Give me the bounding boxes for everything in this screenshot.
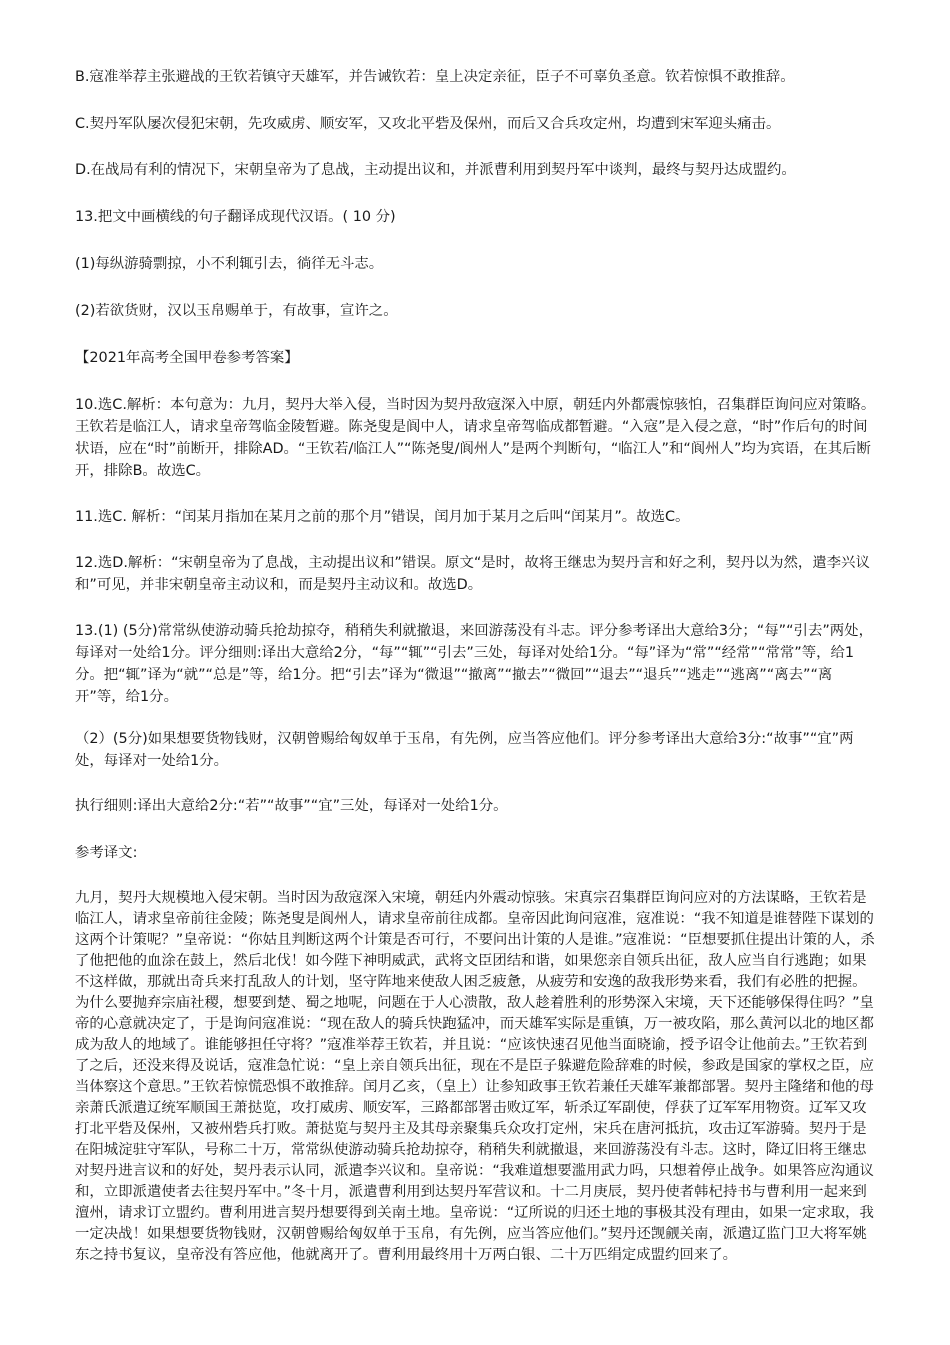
answer-10: 10.选C.解析：本句意为：九月，契丹大举入侵，当时因为契丹敌寇深入中原，朝廷内外都震惊骇怕，召集群臣询问应对策略。王钦若是临江人，请求皇帝驾临金陵暂避。陈尧叟是阆中人，请求皇帝驾临成都暂避。“入寇”是入侵之意，“时”作后句的时间状语，应在“时”前断开，排除AD。“王钦若/临江人”“陈尧叟/阆州人”是两个判断句，“临江人”和“阆州人”均为宾语，在其后断开，排除B。故选C。 [75, 397, 876, 479]
answer-13-1: 13.(1) (5分)常常纵使游动骑兵抢劫掠夺，稍稍失利就撤退，来回游荡没有斗志。评分参考译出大意给3分；“每”“引去”两处，每译对一处给1分。评分细则:译出大意给2分，“每”“辄”“引去”三处，每译对处给1分。“每”译为“常”“经常”“常常”等，给1分。把“辄”译为“就”“总是”等，给1分。把“引去”译为“微退”“撤离”“撤去”“微回”“退去”“退兵”“逃走”“逃离”“离去”“离开”等，给1分。 [75, 623, 873, 705]
answer-11: 11.选C. 解析：“闰某月指加在某月之前的那个月”错误，闰月加于某月之后叫“闰某月”。故选C。 [75, 509, 690, 525]
question-13-prompt: 13.把文中画横线的句子翻译成现代汉语。( 10 分) [75, 209, 396, 225]
question-13-sentence-1: (1)每纵游骑剽掠，小不利辄引去，徜徉无斗志。 [75, 256, 384, 272]
option-b-paragraph: B.寇准举荐主张避战的王钦若镇守天雄军，并告诫钦若：皇上决定亲征，臣子不可辜负圣意。钦若惊惧不敢推辞。 [75, 69, 795, 85]
question-13-sentence-2: (2)若欲货财，汉以玉帛赐单于，有故事，宣许之。 [75, 303, 398, 319]
answer-section-title: 【2021年高考全国甲卷参考答案】 [75, 350, 299, 366]
answer-12: 12.选D.解析：“宋朝皇帝为了息战，主动提出议和”错误。原文“是时，故将王继忠为契丹言和好之利，契丹以为然，遣李兴议和”可见，并非宋朝皇帝主动议和，而是契丹主动议和。故选D。 [75, 555, 870, 593]
answer-13-2: （2）(5分)如果想要货物钱财，汉朝曾赐给匈奴单于玉帛，有先例，应当答应他们。评分参考译出大意给3分:“故事”“宜”两处，每译对一处给1分。 [75, 731, 854, 769]
answer-13-2-detail: 执行细则:译出大意给2分:“若”“故事”“宜”三处，每译对一处给1分。 [75, 798, 508, 814]
translation-body: 九月，契丹大规模地入侵宋朝。当时因为敌寇深入宋境，朝廷内外震动惊骇。宋真宗召集群臣询问应对的方法谋略，王钦若是临江人，请求皇帝前往金陵；陈尧叟是阆州人，请求皇帝前往成都。皇帝因此询问寇准，寇准说：“我不知道是谁替陛下谋划的这两个计策呢？”皇帝说：“你姑且判断这两个计策是否可行，不要问出计策的人是谁。”寇准说：“臣想要抓住提出计策的人，杀了他把他的血涂在鼓上，然后北伐！如今陛下神明威武，武将文臣团结和谐，如果您亲自领兵出征，敌人应当自行逃跑；如果不这样做，那就出奇兵来打乱敌人的计划，坚守阵地来使敌人困乏疲惫，从疲劳和安逸的敌我形势来看，我们有必胜的把握。为什么要抛弃宗庙社稷，想要到楚、蜀之地呢，问题在于人心溃散，敌人趁着胜利的形势深入宋境，天下还能够保得住吗？”皇帝的心意就决定了，于是询问寇准说：“现在敌人的骑兵快跑猛冲，而天雄军实际是重镇，万一被攻陷，那么黄河以北的地区都成为敌人的地域了。谁能够担任守将？”寇准举荐王钦若，并且说：“应该快速召见他当面晓谕，授予诏令让他前去。”王钦若到了之后，还没来得及说话，寇准急忙说：“皇上亲自领兵出征，现在不是臣子躲避危险辞难的时候，参政是国家的掌权之臣，应当体察这个意思。”王钦若惊慌恐惧不敢推辞。闰月乙亥，（皇上）让参知政事王钦若兼任天雄军兼都部署。契丹主隆绪和他的母亲萧氏派遣辽统军顺国王萧挞览，攻打威虏、顺安军，三路都部署击败辽军，斩杀辽军副使，俘获了辽军军用物资。辽军又攻打北平砦及保州，又被州砦兵打败。萧挞览与契丹主及其母亲聚集兵众攻打定州，宋兵在唐河抵抗，攻击辽军游骑。契丹于是在阳城淀驻守军队，号称二十万，常常纵使游动骑兵抢劫掠夺，稍稍失利就撤退，来回游荡没有斗志。这时，降辽旧将王继忠对契丹进言议和的好处，契丹表示认同，派遣李兴议和。皇帝说：“我难道想要滥用武力吗，只想着停止战争。如果答应沟通议和，立即派遣使者去往契丹军中。”冬十月，派遣曹利用到达契丹军营议和。十二月庚辰，契丹使者韩杞持书与曹利用一起来到澶州，请求订立盟约。曹利用进言契丹想要得到关南土地。皇帝说：“辽所说的归还土地的事极其没有理由，如果一定求取，我一定决战！如果想要货物钱财，汉朝曾赐给匈奴单于玉帛，有先例，应当答应他们。”契丹还觊觎关南，派遣辽监门卫大将军姚东之持书复议，皇帝没有答应他，他就离开了。曹利用最终用十万两白银、二十万匹绢定成盟约回来了。 [75, 890, 875, 1263]
option-d-paragraph: D.在战局有利的情况下，宋朝皇帝为了息战，主动提出议和，并派曹利用到契丹军中谈判，最终与契丹达成盟约。 [75, 162, 796, 178]
option-c-paragraph: C.契丹军队屡次侵犯宋朝，先攻威虏、顺安军，又攻北平砦及保州，而后又合兵攻定州，均遭到宋军迎头痛击。 [75, 116, 781, 132]
translation-title: 参考译文: [75, 845, 138, 861]
